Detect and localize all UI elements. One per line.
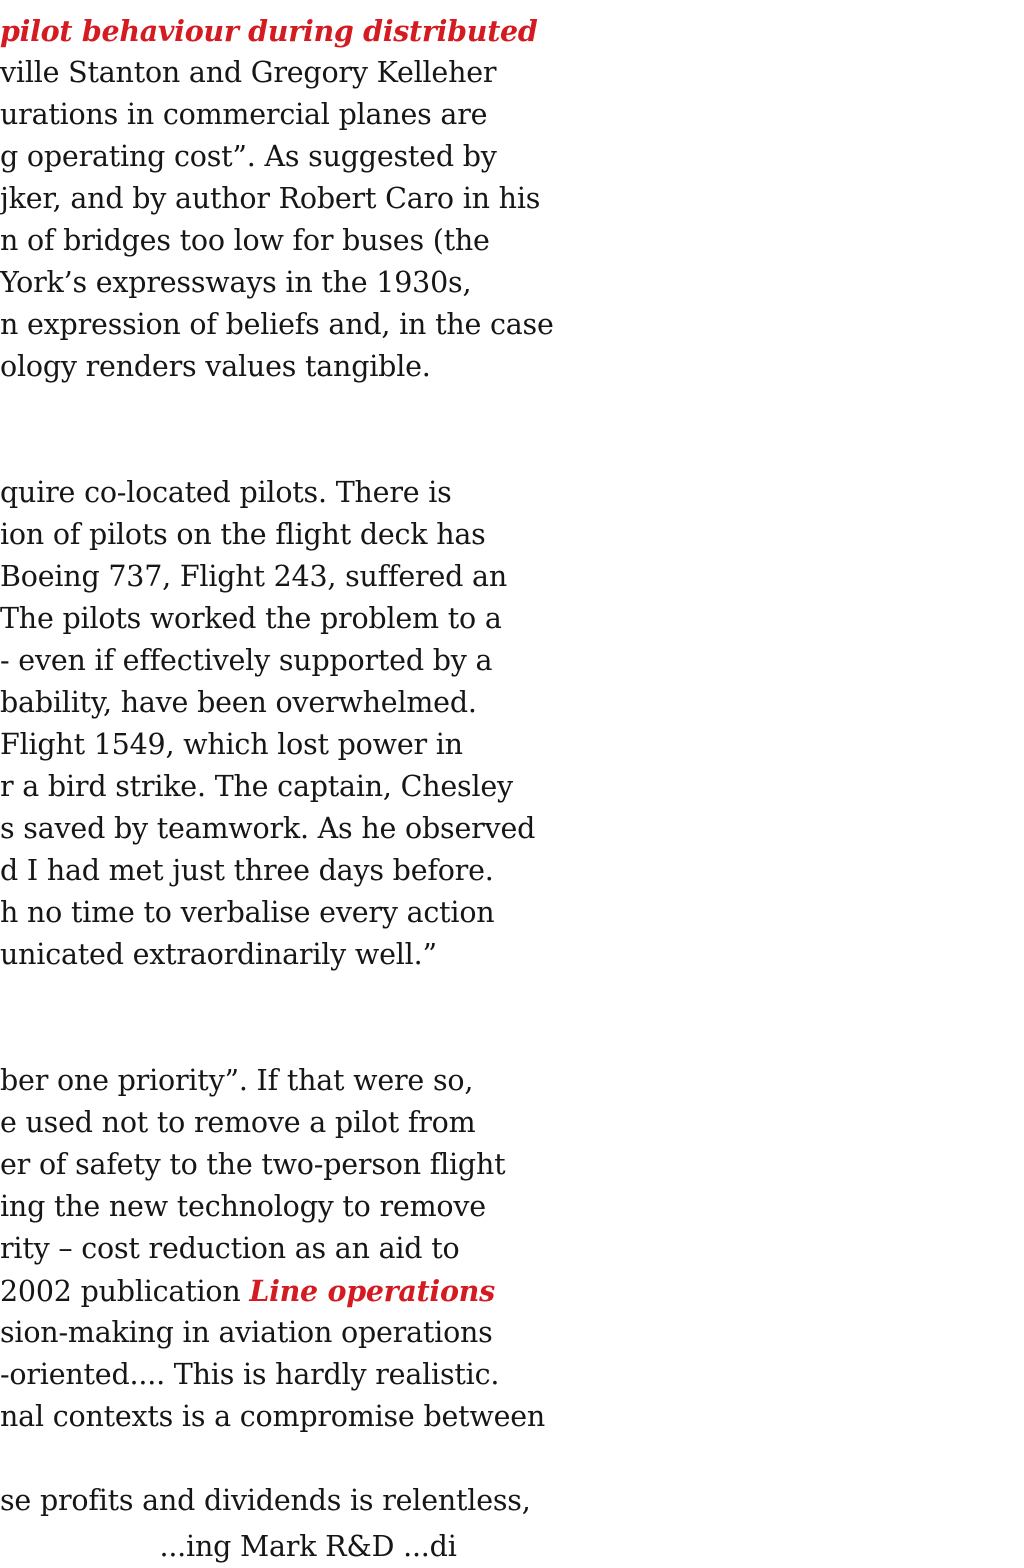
text-line: quire co-located pilots. There is bbox=[0, 476, 452, 509]
text-line: -oriented.... This is hardly realistic. bbox=[0, 1358, 500, 1391]
paragraph-1-link-line bbox=[0, 10, 538, 52]
text-line: ion of pilots on the flight deck has bbox=[0, 518, 486, 551]
text-line: Flight 1549, which lost power in bbox=[0, 728, 463, 761]
text-line: se profits and dividends is relentless, bbox=[0, 1484, 531, 1517]
text-line: e used not to remove a pilot from bbox=[0, 1106, 476, 1139]
text-line: ber one priority”. If that were so, bbox=[0, 1064, 474, 1097]
text-line: jker, and by author Robert Caro in his bbox=[0, 182, 541, 215]
text-line: sion-making in aviation operations bbox=[0, 1316, 493, 1349]
text-line: rity – cost reduction as an aid to bbox=[0, 1232, 460, 1265]
text-line: urations in commercial planes are bbox=[0, 98, 488, 131]
text-line: er of safety to the two-person flight bbox=[0, 1148, 506, 1181]
text-fragment: 2002 publication bbox=[0, 1275, 250, 1308]
clipped-text-line bbox=[0, 1526, 900, 1563]
text-line: d I had met just three days before. bbox=[0, 854, 494, 887]
text-line: The pilots worked the problem to a bbox=[0, 602, 502, 635]
text-line: - even if effectively supported by a bbox=[0, 644, 493, 677]
text-line: ville Stanton and Gregory Kelleher bbox=[0, 56, 497, 89]
text-line: s saved by teamwork. As he observed bbox=[0, 812, 536, 845]
citation-link[interactable]: pilot behaviour during distributed bbox=[0, 14, 538, 48]
text-line: n expression of beliefs and, in the case bbox=[0, 308, 554, 341]
line-operations-link[interactable]: Line operations bbox=[249, 1274, 495, 1308]
text-line: unicated extraordinarily well.” bbox=[0, 938, 437, 971]
text-line: bability, have been overwhelmed. bbox=[0, 686, 477, 719]
text-line: nal contexts is a compromise between bbox=[0, 1400, 546, 1433]
text-line: ology renders values tangible. bbox=[0, 350, 431, 383]
text-line: ing the new technology to remove bbox=[0, 1190, 486, 1223]
text-line: r a bird strike. The captain, Chesley bbox=[0, 770, 513, 803]
text-line: h no time to verbalise every action bbox=[0, 896, 495, 929]
text-line: n of bridges too low for buses (the bbox=[0, 224, 490, 257]
text-line-cut: ...ing Mark R&D ...di bbox=[0, 1530, 457, 1563]
text-line: g operating cost”. As suggested by bbox=[0, 140, 497, 173]
text-line-with-link bbox=[0, 1270, 495, 1312]
text-line: York’s expressways in the 1930s, bbox=[0, 266, 472, 299]
text-line: Boeing 737, Flight 243, suffered an bbox=[0, 560, 507, 593]
